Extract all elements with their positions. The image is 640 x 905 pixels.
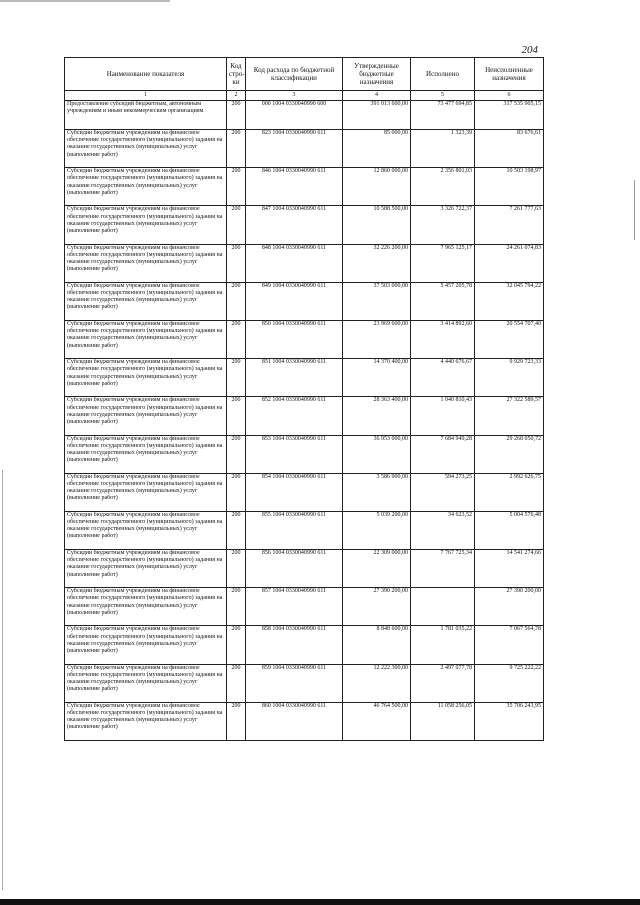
header-name: Наименование показателя <box>65 58 227 91</box>
row-unexecuted: 7 261 777,63 <box>475 206 544 244</box>
row-name: Субсидии бюджетным учреждениям на финансовое обеспечение государственного (муниципального) задания на оказание государственных (муниципальных) услуг (выполнение работ) <box>65 473 227 511</box>
row-approved: 3 586 900,00 <box>343 473 411 511</box>
row-line-code: 200 <box>227 550 246 588</box>
row-executed: 2 356 801,03 <box>411 168 475 206</box>
table-row <box>65 626 544 664</box>
table-body <box>65 101 544 741</box>
row-budget-code: 854 1004 0330040990 611 <box>246 473 343 511</box>
column-number: 2 <box>227 91 246 101</box>
page-number: 204 <box>521 44 538 56</box>
column-number: 5 <box>411 91 475 101</box>
row-executed: 4 440 676,67 <box>411 359 475 397</box>
row-name: Субсидии бюджетным учреждениям на финансовое обеспечение государственного (муниципального) задания на оказание государственных (муниципальных) услуг (выполнение работ) <box>65 702 227 740</box>
row-approved: 27 390 200,00 <box>343 588 411 626</box>
header-code: Код стро-ки <box>227 58 246 91</box>
row-unexecuted: 27 390 200,00 <box>475 588 544 626</box>
scan-bottom-edge <box>0 899 640 905</box>
row-approved: 10 588 500,00 <box>343 206 411 244</box>
column-number: 1 <box>65 91 227 101</box>
row-name: Субсидии бюджетным учреждениям на финансовое обеспечение государственного (муниципального) задания на оказание государственных (муниципальных) услуг (выполнение работ) <box>65 168 227 206</box>
row-executed: 3 414 892,60 <box>411 320 475 358</box>
row-line-code: 200 <box>227 282 246 320</box>
row-unexecuted: 9 725 222,22 <box>475 664 544 702</box>
row-budget-code: 855 1004 0330040990 611 <box>246 511 343 549</box>
row-name: Субсидии бюджетным учреждениям на финансовое обеспечение государственного (муниципального) задания на оказание государственных (муниципальных) услуг (выполнение работ) <box>65 244 227 282</box>
row-approved: 12 860 000,00 <box>343 168 411 206</box>
scan-edge-top <box>0 0 170 2</box>
row-name: Субсидии бюджетным учреждениям на финансовое обеспечение государственного (муниципального) задания на оказание государственных (муниципальных) услуг (выполнение работ) <box>65 511 227 549</box>
row-executed: 7 684 949,28 <box>411 435 475 473</box>
row-executed: 34 623,52 <box>411 511 475 549</box>
row-name: Субсидии бюджетным учреждениям на финансовое обеспечение государственного (муниципального) задания на оказание государственных (муниципальных) услуг (выполнение работ) <box>65 626 227 664</box>
table-row <box>65 435 544 473</box>
row-budget-code: 849 1004 0330040990 611 <box>246 282 343 320</box>
row-line-code: 200 <box>227 359 246 397</box>
row-name: Субсидии бюджетным учреждениям на финансовое обеспечение государственного (муниципального) задания на оказание государственных (муниципальных) услуг (выполнение работ) <box>65 359 227 397</box>
row-name: Субсидии бюджетным учреждениям на финансовое обеспечение государственного (муниципального) задания на оказание государственных (муниципальных) услуг (выполнение работ) <box>65 282 227 320</box>
row-approved: 46 764 500,00 <box>343 702 411 740</box>
header-unexecuted: Неисполненные назначения <box>475 58 544 91</box>
row-name: Субсидии бюджетным учреждениям на финансовое обеспечение государственного (муниципального) задания на оказание государственных (муниципальных) услуг (выполнение работ) <box>65 550 227 588</box>
row-budget-code: 852 1004 0330040990 611 <box>246 397 343 435</box>
row-budget-code: 860 1004 0330040990 611 <box>246 702 343 740</box>
row-unexecuted: 20 554 707,40 <box>475 320 544 358</box>
row-approved: 5 039 200,00 <box>343 511 411 549</box>
row-line-code: 200 <box>227 168 246 206</box>
row-unexecuted: 29 268 050,72 <box>475 435 544 473</box>
row-line-code: 200 <box>227 397 246 435</box>
row-executed: 1 781 035,22 <box>411 626 475 664</box>
budget-execution-table <box>64 57 544 741</box>
row-unexecuted: 317 535 905,15 <box>475 101 544 130</box>
table-row <box>65 550 544 588</box>
row-name: Субсидии бюджетным учреждениям на финансовое обеспечение государственного (муниципального) задания на оказание государственных (муниципальных) услуг (выполнение работ) <box>65 130 227 168</box>
row-unexecuted: 27 322 589,57 <box>475 397 544 435</box>
column-number: 4 <box>343 91 411 101</box>
table-row <box>65 168 544 206</box>
header-row <box>65 58 544 91</box>
table-row <box>65 397 544 435</box>
row-line-code: 200 <box>227 320 246 358</box>
row-unexecuted: 2 992 626,75 <box>475 473 544 511</box>
row-unexecuted: 5 004 576,48 <box>475 511 544 549</box>
row-executed: 3 326 722,37 <box>411 206 475 244</box>
row-line-code: 200 <box>227 244 246 282</box>
row-line-code: 200 <box>227 101 246 130</box>
column-number: 6 <box>475 91 544 101</box>
row-budget-code: 858 1004 0330040990 611 <box>246 626 343 664</box>
row-line-code: 200 <box>227 588 246 626</box>
row-approved: 85 000,00 <box>343 130 411 168</box>
row-unexecuted: 35 706 243,95 <box>475 702 544 740</box>
row-name: Субсидии бюджетным учреждениям на финансовое обеспечение государственного (муниципального) задания на оказание государственных (муниципальных) услуг (выполнение работ) <box>65 588 227 626</box>
row-unexecuted: 14 541 274,66 <box>475 550 544 588</box>
header-executed: Исполнено <box>411 58 475 91</box>
row-approved: 23 969 600,00 <box>343 320 411 358</box>
row-line-code: 200 <box>227 473 246 511</box>
row-executed: 7 965 125,17 <box>411 244 475 282</box>
table-row <box>65 101 544 130</box>
row-executed: 11 058 256,05 <box>411 702 475 740</box>
table-row <box>65 206 544 244</box>
row-unexecuted: 9 929 723,33 <box>475 359 544 397</box>
row-line-code: 200 <box>227 626 246 664</box>
row-line-code: 200 <box>227 435 246 473</box>
row-unexecuted: 24 261 074,83 <box>475 244 544 282</box>
row-budget-code: 856 1004 0330040990 611 <box>246 550 343 588</box>
row-executed: 5 457 205,78 <box>411 282 475 320</box>
row-executed: 7 767 725,34 <box>411 550 475 588</box>
table-row <box>65 664 544 702</box>
row-line-code: 200 <box>227 130 246 168</box>
row-budget-code: 850 1004 0330040990 611 <box>246 320 343 358</box>
row-approved: 12 222 300,00 <box>343 664 411 702</box>
table-row <box>65 130 544 168</box>
row-unexecuted: 10 503 198,97 <box>475 168 544 206</box>
row-approved: 22 309 000,00 <box>343 550 411 588</box>
row-approved: 8 848 600,00 <box>343 626 411 664</box>
row-budget-code: 823 1004 0330040990 611 <box>246 130 343 168</box>
row-name: Субсидии бюджетным учреждениям на финансовое обеспечение государственного (муниципального) задания на оказание государственных (муниципальных) услуг (выполнение работ) <box>65 320 227 358</box>
row-budget-code: 851 1004 0330040990 611 <box>246 359 343 397</box>
table-row <box>65 588 544 626</box>
row-name: Субсидии бюджетным учреждениям на финансовое обеспечение государственного (муниципального) задания на оказание государственных (муниципальных) услуг (выполнение работ) <box>65 664 227 702</box>
row-executed: 73 477 694,85 <box>411 101 475 130</box>
table-row <box>65 511 544 549</box>
scan-edge-right <box>634 180 635 240</box>
row-approved: 14 370 400,00 <box>343 359 411 397</box>
row-budget-code: 000 1004 0330040990 600 <box>246 101 343 130</box>
row-budget-code: 859 1004 0330040990 611 <box>246 664 343 702</box>
row-budget-code: 848 1004 0330040990 611 <box>246 244 343 282</box>
table-row <box>65 473 544 511</box>
row-executed: 1 040 810,43 <box>411 397 475 435</box>
row-approved: 37 503 000,00 <box>343 282 411 320</box>
row-budget-code: 846 1004 0330040990 611 <box>246 168 343 206</box>
row-budget-code: 853 1004 0330040990 611 <box>246 435 343 473</box>
header-kbk: Код расхода по бюджетной классификации <box>246 58 343 91</box>
row-budget-code: 847 1004 0330040990 611 <box>246 206 343 244</box>
column-number-row <box>65 91 544 101</box>
table-row <box>65 244 544 282</box>
row-name: Предоставление субсидий бюджетным, автономным учреждениям и иным некоммерческим организациям <box>65 101 227 130</box>
row-executed: 1 323,39 <box>411 130 475 168</box>
row-budget-code: 857 1004 0330040990 611 <box>246 588 343 626</box>
row-line-code: 200 <box>227 206 246 244</box>
column-number: 3 <box>246 91 343 101</box>
row-unexecuted: 32 045 794,22 <box>475 282 544 320</box>
row-unexecuted: 7 067 564,78 <box>475 626 544 664</box>
row-unexecuted: 83 676,61 <box>475 130 544 168</box>
row-approved: 36 953 000,00 <box>343 435 411 473</box>
header-approved: Утвержденные бюджетные назначения <box>343 58 411 91</box>
table-row <box>65 282 544 320</box>
row-approved: 28 363 400,00 <box>343 397 411 435</box>
table-row <box>65 359 544 397</box>
row-approved: 32 226 200,00 <box>343 244 411 282</box>
row-executed <box>411 588 475 626</box>
row-name: Субсидии бюджетным учреждениям на финансовое обеспечение государственного (муниципального) задания на оказание государственных (муниципальных) услуг (выполнение работ) <box>65 206 227 244</box>
row-line-code: 200 <box>227 664 246 702</box>
row-line-code: 200 <box>227 511 246 549</box>
row-executed: 2 497 077,78 <box>411 664 475 702</box>
table-row <box>65 702 544 740</box>
scan-edge-left <box>2 470 3 890</box>
row-line-code: 200 <box>227 702 246 740</box>
row-name: Субсидии бюджетным учреждениям на финансовое обеспечение государственного (муниципального) задания на оказание государственных (муниципальных) услуг (выполнение работ) <box>65 435 227 473</box>
table-row <box>65 320 544 358</box>
row-name: Субсидии бюджетным учреждениям на финансовое обеспечение государственного (муниципального) задания на оказание государственных (муниципальных) услуг (выполнение работ) <box>65 397 227 435</box>
row-executed: 594 273,25 <box>411 473 475 511</box>
row-approved: 391 013 600,00 <box>343 101 411 130</box>
